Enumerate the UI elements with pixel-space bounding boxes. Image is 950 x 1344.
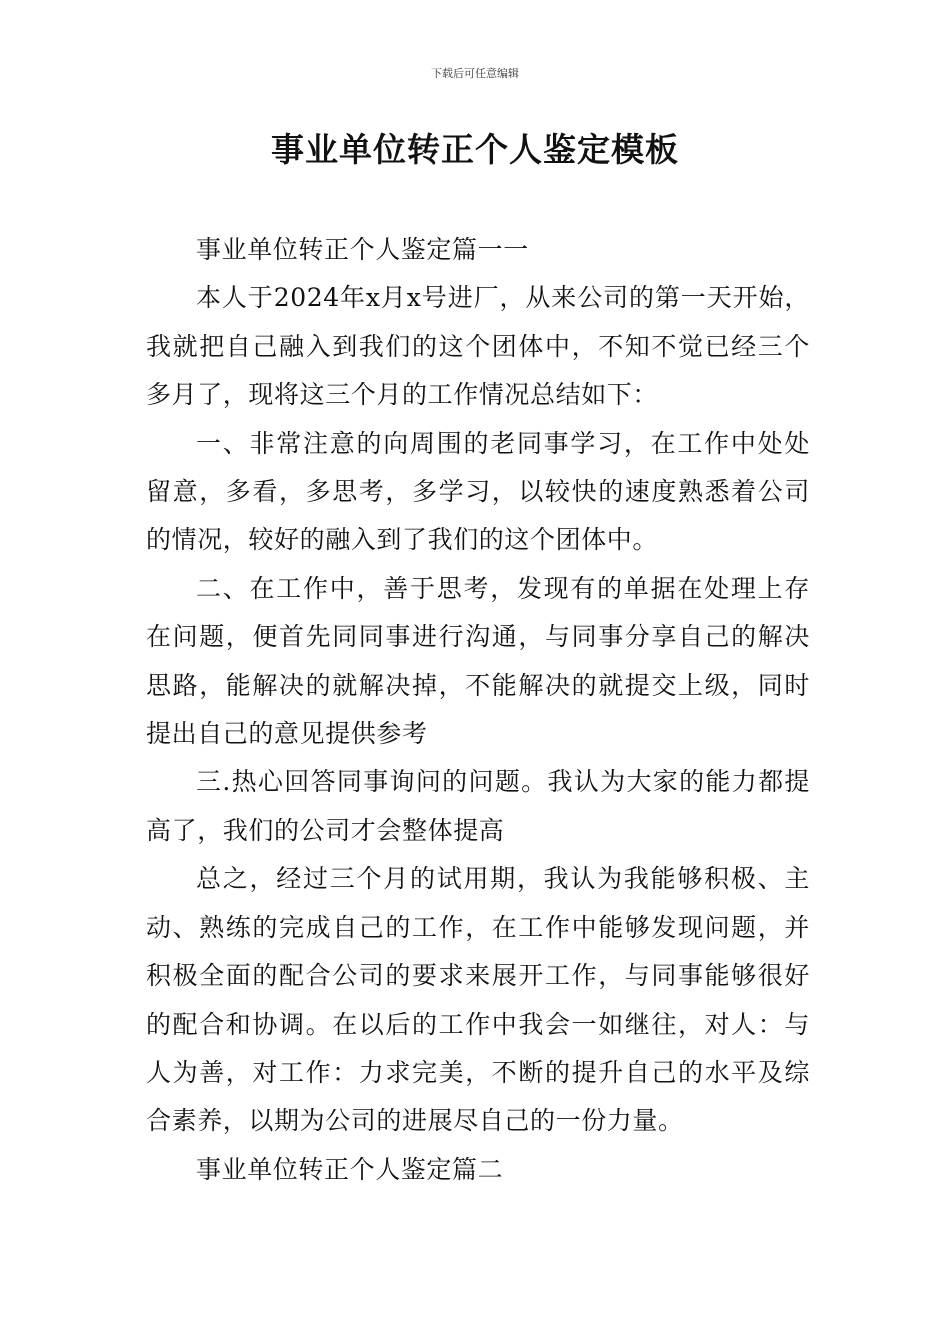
section-heading-2: 事业单位转正个人鉴定篇二 bbox=[196, 1154, 504, 1184]
document-body bbox=[146, 226, 810, 1194]
paragraph-intro: 本人于2024年x月x号进厂，从来公司的第一天开始，我就把自己融入到我们的这个团体中，不知不觉已经三个多月了，现将这三个月的工作情况总结如下： bbox=[146, 283, 810, 410]
paragraph-point-2: 二、在工作中，善于思考，发现有的单据在处理上存在问题，便首先同同事进行沟通，与同事分享自己的解决思路，能解决的就解决掉，不能解决的就提交上级，同时提出自己的意见提供参考 bbox=[146, 573, 810, 749]
paragraph-point-3: 三.热心回答同事询问的问题。我认为大家的能力都提高了，我们的公司才会整体提高 bbox=[146, 767, 810, 845]
section-heading-1: 事业单位转正个人鉴定篇一一 bbox=[196, 235, 529, 264]
document-title: 事业单位转正个人鉴定模板 bbox=[271, 130, 679, 169]
paragraph-point-1: 一、非常注意的向周围的老同事学习，在工作中处处留意，多看，多思考，多学习，以较快的速度熟悉着公司的情况，较好的融入到了我们的这个团体中。 bbox=[146, 428, 810, 555]
paragraph-summary: 总之，经过三个月的试用期，我认为我能够积极、主动、熟练的完成自己的工作，在工作中能够发现问题，并积极全面的配合公司的要求来展开工作，与同事能够很好的配合和协调。在以后的工作中我会一如继往，对人：与人为善，对工作：力求完美，不断的提升自己的水平及综合素养，以期为公司的进展尽自己的一份力量。 bbox=[146, 864, 810, 1136]
header-note: 下载后可任意编辑 bbox=[431, 67, 519, 80]
